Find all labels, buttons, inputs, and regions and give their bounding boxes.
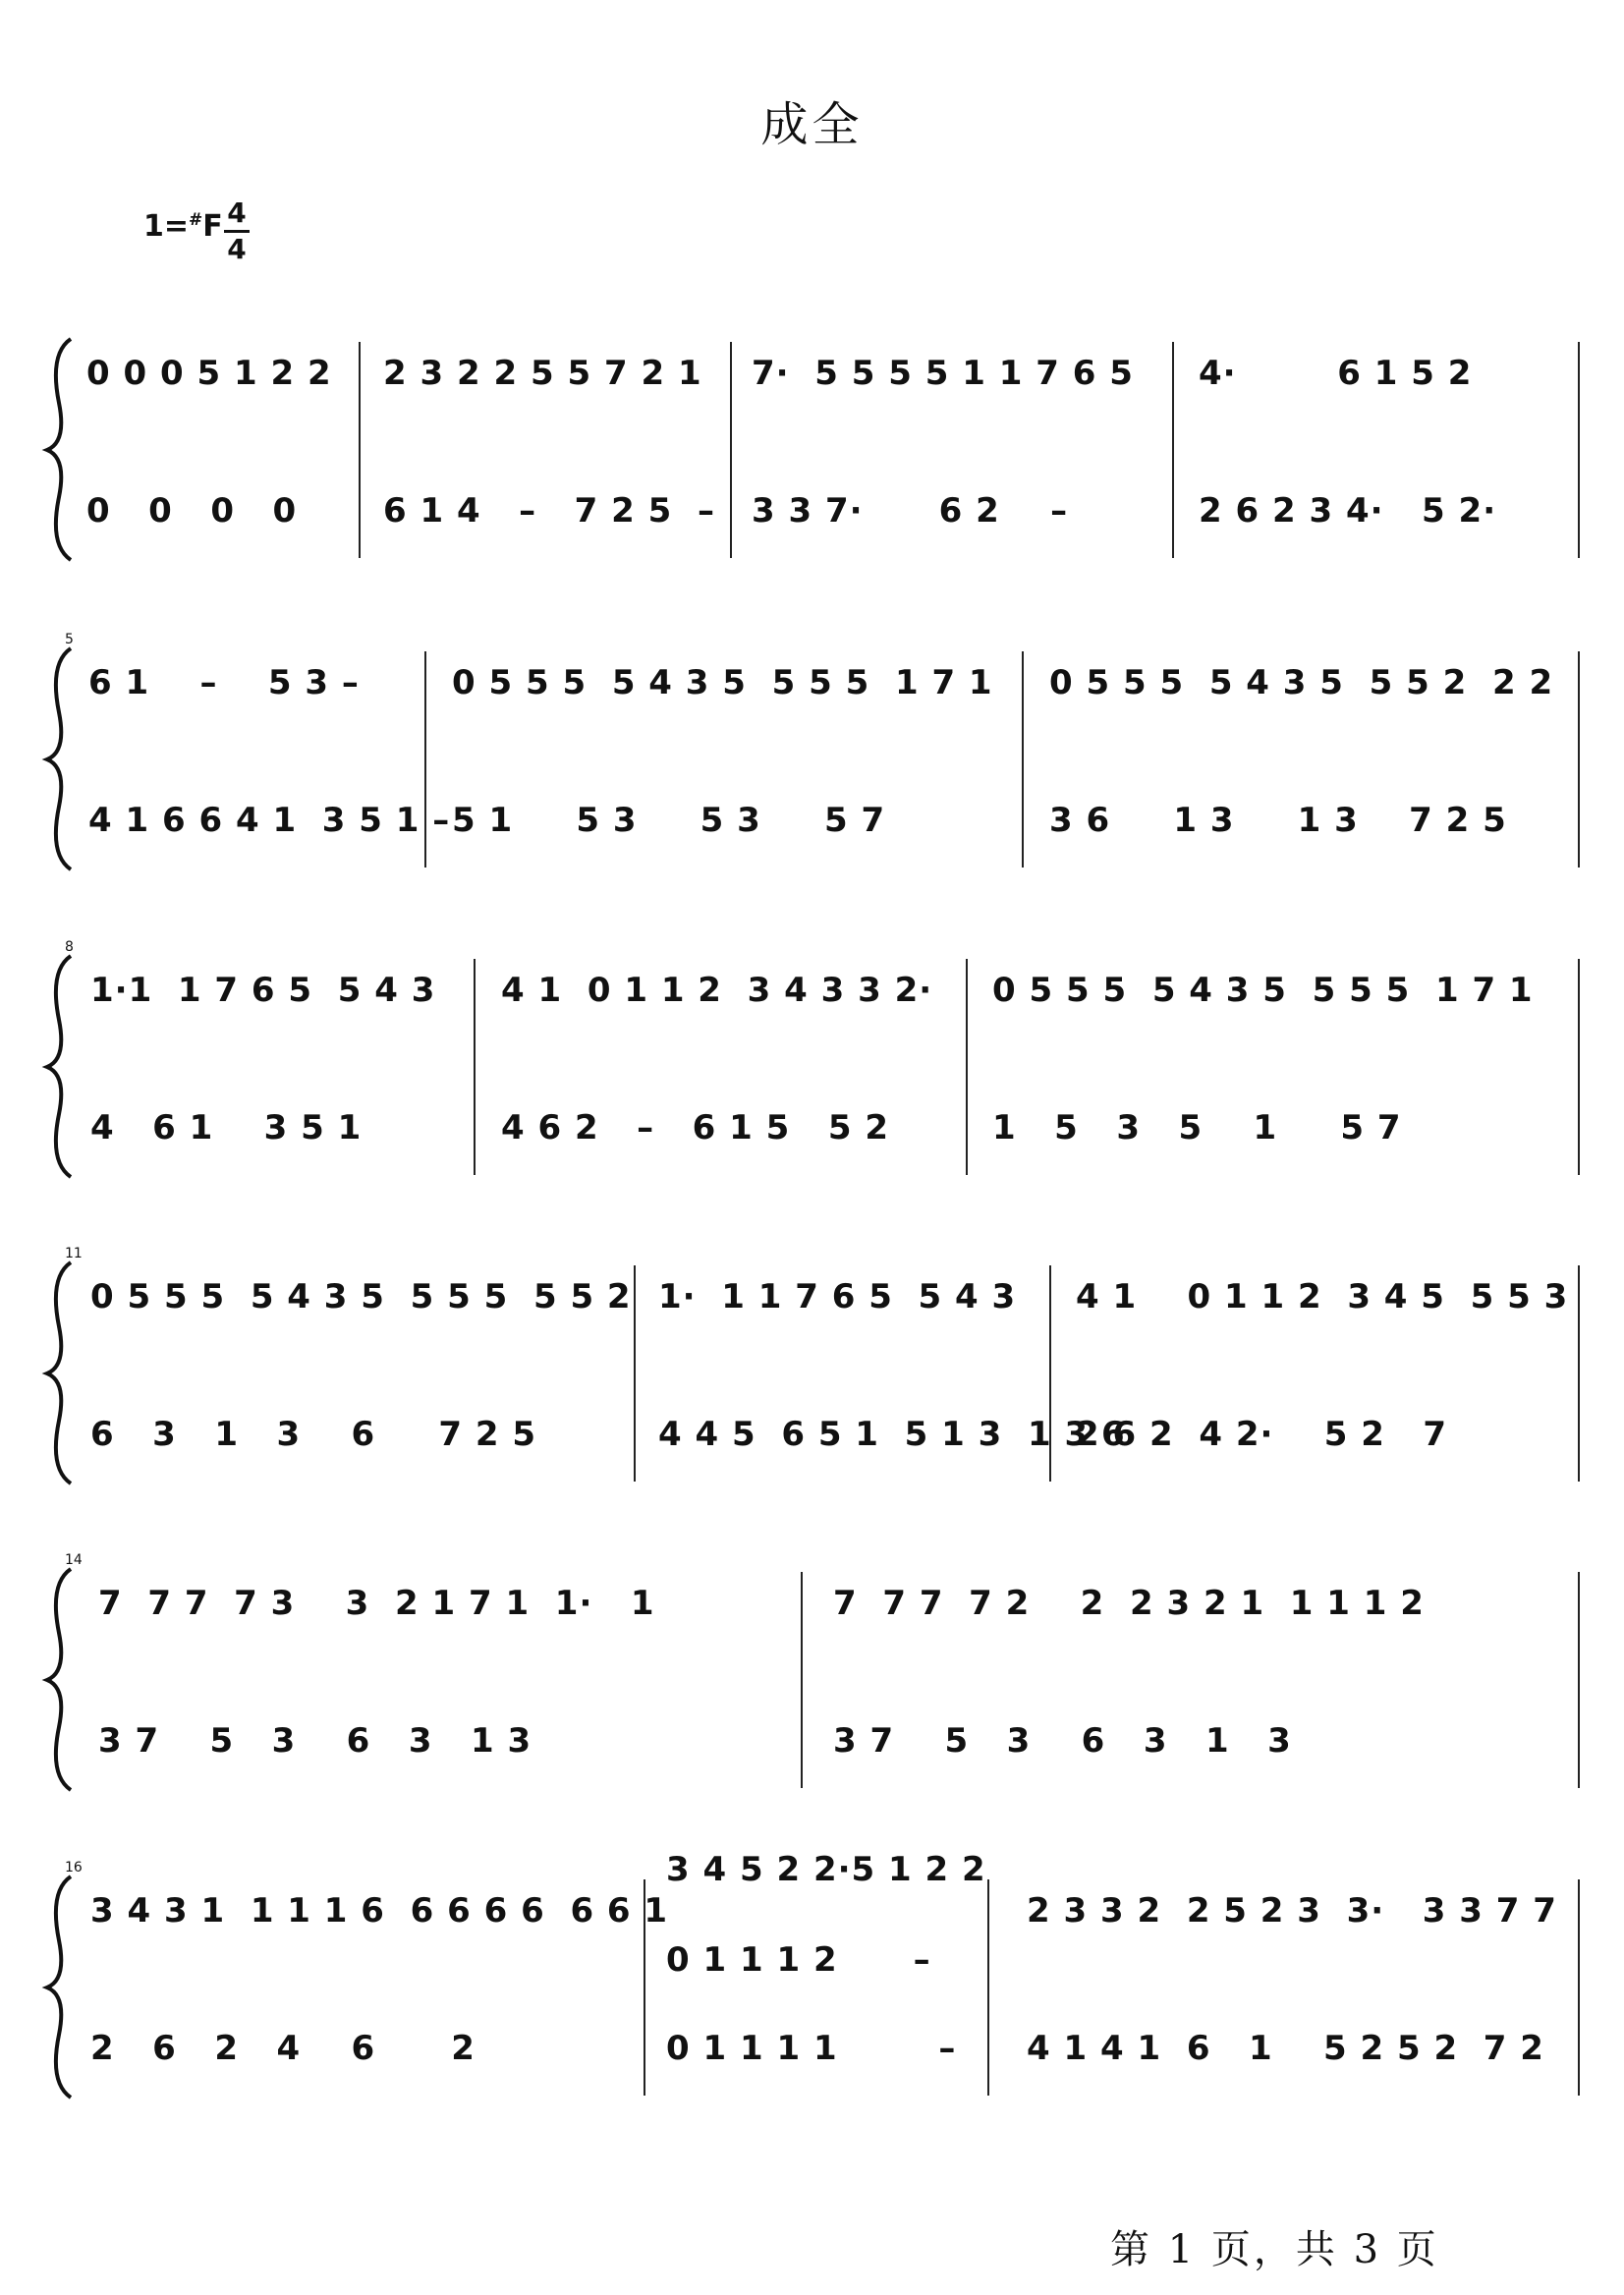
measure-upper: 0 5 5 5 5 4 3 5 5 5 5 5 5 2 [90, 1277, 632, 1316]
measure-lower: 5 1 5 3 5 3 5 7 [452, 801, 886, 840]
measure-middle: 0 1 1 1 2 – [666, 1940, 931, 1980]
music-system-5 [0, 1552, 1624, 1795]
barline [1578, 1572, 1580, 1788]
measure-lower: 1 5 3 5 1 5 7 [992, 1108, 1402, 1148]
system-number: 11 [65, 1246, 83, 1261]
measure-lower: 3 3 7· 6 2 – [752, 491, 1069, 531]
barline [1578, 959, 1580, 1175]
measure-upper: 1· 1 1 7 6 5 5 4 3 [658, 1277, 1017, 1316]
measure-upper: 7· 5 5 5 5 1 1 7 6 5 [752, 354, 1134, 393]
barline [966, 959, 968, 1175]
key-signature [143, 209, 223, 244]
measure-lower: 4 4 5 6 5 1 5 1 3 1 3 6 [658, 1415, 1126, 1454]
measure-upper: 0 0 0 5 1 2 2 [86, 354, 332, 393]
measure-lower: 2 6 2 3 4· 5 2· [1199, 491, 1497, 531]
page-footer: 第 1 页，共 3 页 [1110, 2227, 1439, 2272]
system-number: 5 [65, 632, 74, 647]
measure-lower: 0 0 0 0 [86, 491, 298, 531]
music-system-2 [0, 632, 1624, 874]
barline [1578, 651, 1580, 868]
measure-upper: 0 5 5 5 5 4 3 5 5 5 5 1 7 1 [452, 663, 993, 702]
music-system-3 [0, 939, 1624, 1182]
page-title: 成全 [760, 97, 864, 152]
music-system-6 [0, 1850, 1624, 2102]
music-system-4 [0, 1246, 1624, 1488]
key-prefix: 1= [143, 209, 190, 244]
barline [1022, 651, 1024, 868]
barline [1578, 342, 1580, 558]
measure-lower: 3 7 5 3 6 3 1 3 [98, 1721, 532, 1761]
measure-upper: 3 4 3 1 1 1 1 6 6 6 6 6 6 6 1 [90, 1891, 669, 1931]
system-number: 14 [65, 1552, 83, 1568]
barline [1578, 1879, 1580, 2096]
measure-upper: 4 1 0 1 1 2 3 4 3 3 2· [501, 971, 933, 1010]
measure-upper: 6 1 – 5 3 – [88, 663, 360, 702]
barline [801, 1572, 803, 1788]
measure-upper: 3 4 5 2 2·5 1 2 2 [666, 1850, 986, 1889]
system-number: 16 [65, 1860, 83, 1875]
measure-upper: 4 1 0 1 1 2 3 4 5 5 5 3 [1076, 1277, 1569, 1316]
barline [359, 342, 361, 558]
measure-lower: 0 1 1 1 1 – [666, 2029, 957, 2068]
barline [474, 959, 476, 1175]
measure-upper: 1·1 1 7 6 5 5 4 3 [90, 971, 436, 1010]
measure-lower: 2 6 2 4 6 2 [90, 2029, 476, 2068]
measure-lower: 4 1 4 1 6 1 5 2 5 2 7 2 [1027, 2029, 1544, 2068]
meter-top: 4 [224, 196, 250, 233]
barline [1578, 1265, 1580, 1482]
system-number: 8 [65, 939, 74, 955]
measure-upper: 7 7 7 7 3 3 2 1 7 1 1· 1 [98, 1584, 655, 1623]
brace-icon [41, 951, 81, 1182]
measure-lower: 3 6 1 3 1 3 7 2 5 [1049, 801, 1507, 840]
brace-icon [41, 1564, 81, 1795]
barline [1172, 342, 1174, 558]
measure-upper: 4· 6 1 5 2 [1199, 354, 1473, 393]
measure-lower: 4 1 6 6 4 1 3 5 1 – [88, 801, 451, 840]
measure-lower: 6 3 1 3 6 7 2 5 [90, 1415, 536, 1454]
measure-lower: 4 6 1 3 5 1 [90, 1108, 363, 1148]
measure-upper: 0 5 5 5 5 4 3 5 5 5 5 1 7 1 [992, 971, 1534, 1010]
meter-bottom: 4 [227, 233, 247, 265]
brace-icon [41, 1258, 81, 1488]
barline [987, 1879, 989, 2096]
measure-upper: 2 3 3 2 2 5 2 3 3· 3 3 7 7 [1027, 1891, 1557, 1931]
key-note: F [202, 209, 223, 244]
measure-lower: 4 6 2 – 6 1 5 5 2 [501, 1108, 889, 1148]
music-system-1 [0, 334, 1624, 565]
measure-upper: 7 7 7 7 2 2 2 3 2 1 1 1 1 2 [833, 1584, 1425, 1623]
measure-lower: 6 1 4 – 7 2 5 – [383, 491, 715, 531]
time-signature [224, 196, 250, 266]
sharp-accidental: # [189, 210, 203, 230]
barline [634, 1265, 636, 1482]
barline [730, 342, 732, 558]
brace-icon [41, 644, 81, 874]
measure-lower: 2 6 2 4 2· 5 2 7 [1076, 1415, 1448, 1454]
brace-icon [41, 1872, 81, 2102]
measure-upper: 2 3 2 2 5 5 7 2 1 [383, 354, 702, 393]
measure-upper: 0 5 5 5 5 4 3 5 5 5 2 2 2 [1049, 663, 1554, 702]
brace-icon [41, 334, 81, 565]
measure-lower: 3 7 5 3 6 3 1 3 [833, 1721, 1292, 1761]
